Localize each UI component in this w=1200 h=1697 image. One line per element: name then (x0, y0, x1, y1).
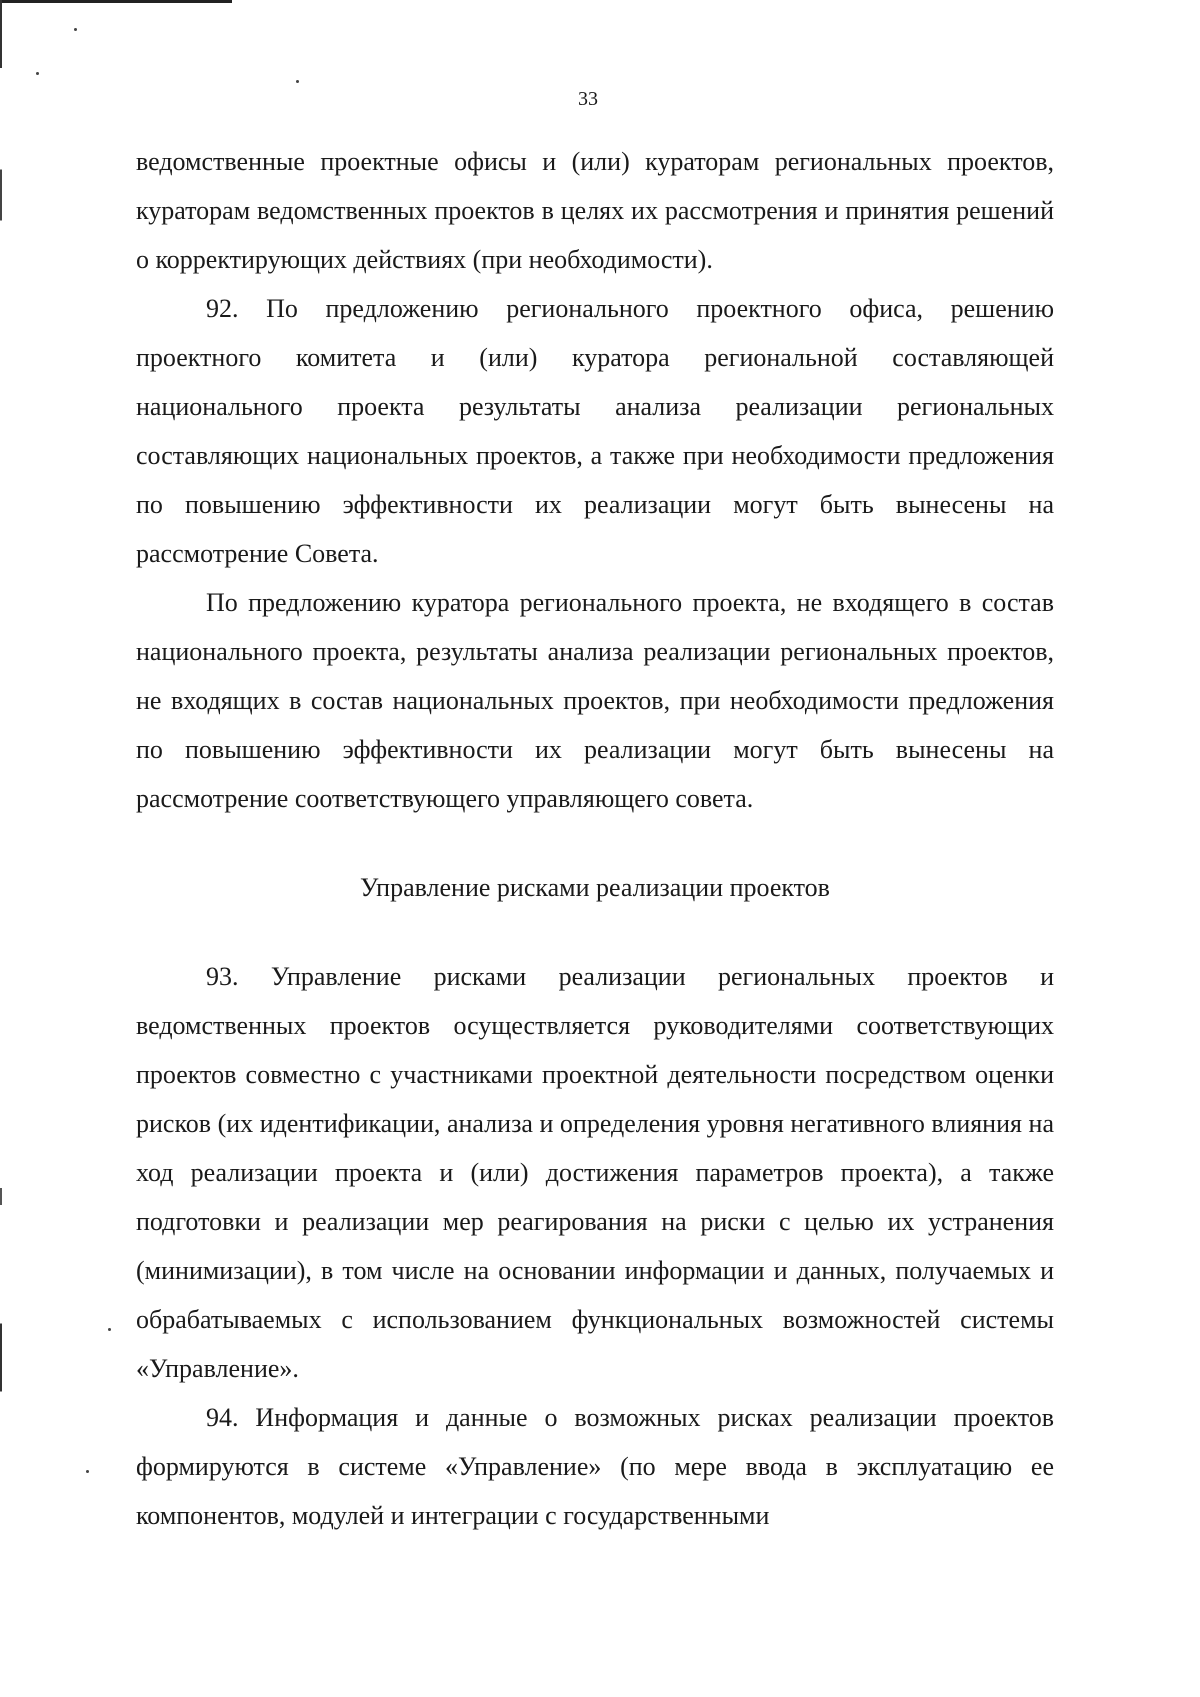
page-number: 33 (578, 88, 598, 110)
section-heading: Управление рисками реализации проектов (360, 873, 830, 902)
paragraph-92: 92. По предложению регионального проектного офиса, решению проектного комитета и (или) куратора региональной составляющей национального проекта результаты анализа реализации региональных составляющих национальных проектов, а также при необходимости предложения по повышению эффективности их реализации могут быть вынесены на рассмотрение Совета. (136, 294, 1054, 568)
document-body (136, 137, 1054, 1540)
scan-edge-left (0, 0, 2, 1697)
scan-speck (86, 1470, 89, 1473)
paragraph-93: 93. Управление рисками реализации региональных проектов и ведомственных проектов осуществляется руководителями соответствующих проектов совместно с участниками проектной деятельности посредством оценки рисков (их идентификации, анализа и определения уровня негативного влияния на ход реализации проекта и (или) достижения параметров проекта), а также подготовки и реализации мер реагирования на риски с целью их устранения (минимизации), в том числе на основании информации и данных, получаемых и обрабатываемых с использованием функциональных возможностей системы «Управление». (136, 962, 1054, 1383)
scan-speck (108, 1328, 111, 1331)
paragraph-94: 94. Информация и данные о возможных рисках реализации проектов формируются в системе «Управление» (по мере ввода в эксплуатацию ее компонентов, модулей и интеграции с государственными (136, 1403, 1054, 1530)
scan-speck (74, 28, 77, 31)
paragraph-curator-proposal: По предложению куратора регионального проекта, не входящего в состав национального проекта, результаты анализа реализации региональных проектов, не входящих в состав национальных проектов, при необходимости предложения по повышению эффективности их реализации могут быть вынесены на рассмотрение соответствующего управляющего совета. (136, 588, 1054, 813)
scan-speck (296, 80, 299, 83)
scan-speck (36, 72, 39, 75)
scan-edge-top (0, 0, 232, 3)
paragraph-continuation: ведомственные проектные офисы и (или) кураторам региональных проектов, кураторам ведомственных проектов в целях их рассмотрения и принятия решений о корректирующих действиях (при необходимости). (136, 147, 1054, 274)
